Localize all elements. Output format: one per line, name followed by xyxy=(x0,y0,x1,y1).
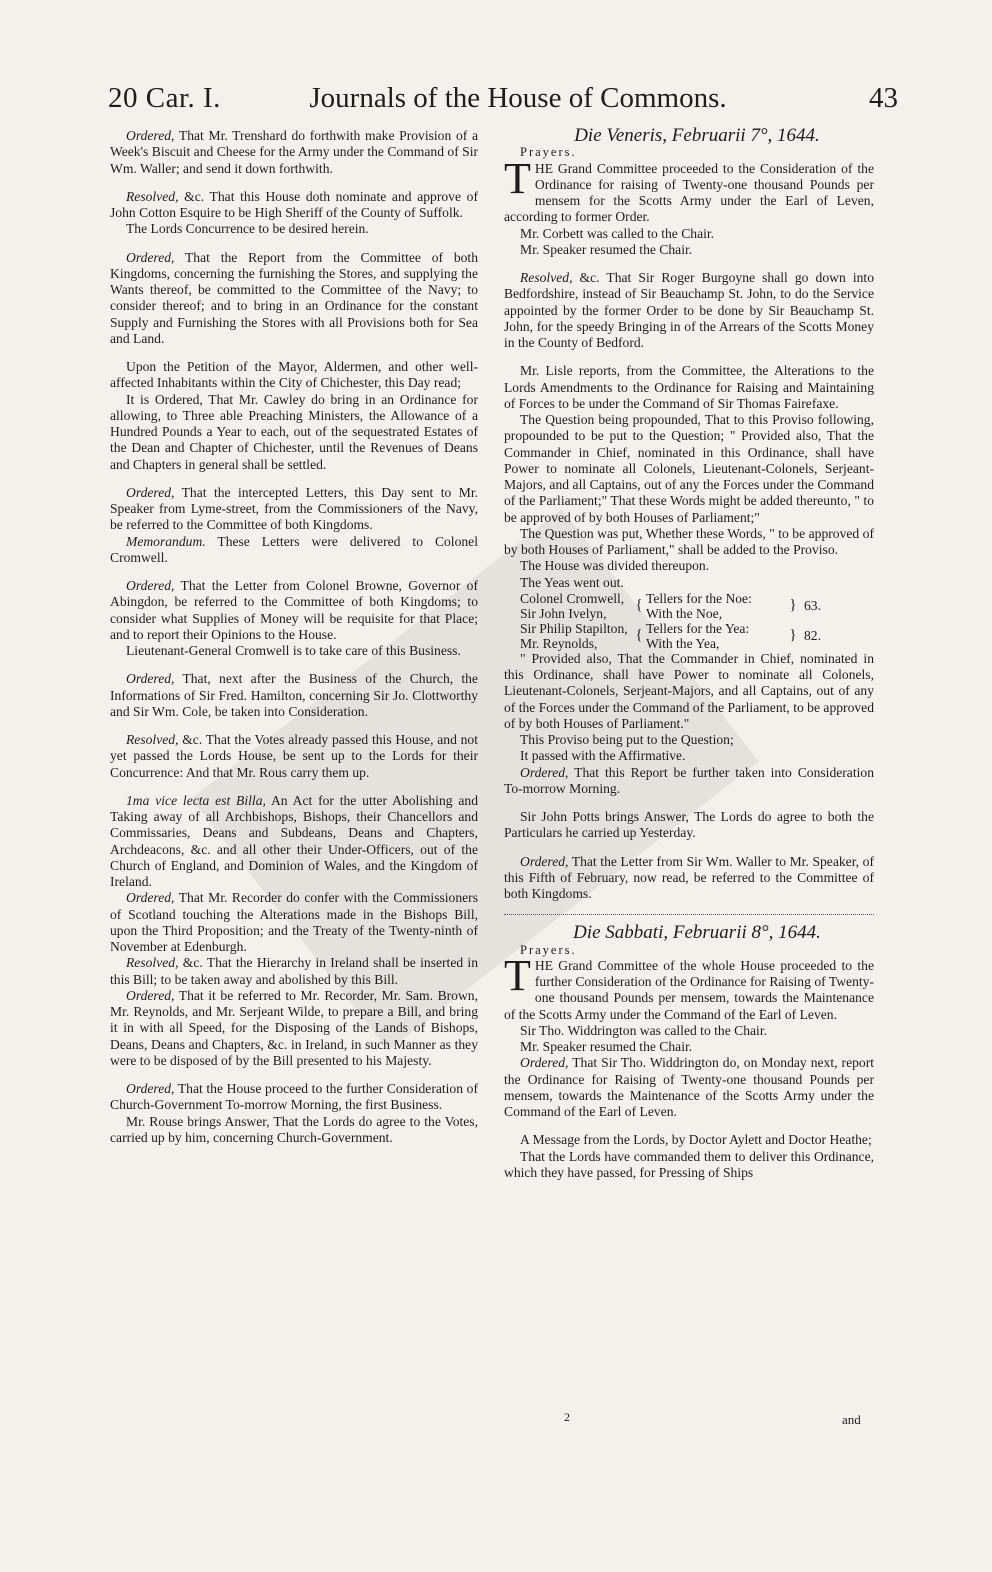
entry-text: The Question was put, Whether these Words, " to be approved of by both Houses of Parliament," shall be added to the Proviso. xyxy=(504,525,874,557)
journal-entry xyxy=(504,270,874,351)
entry-text: Upon the Petition of the Mayor, Aldermen, and other well-affected Inhabitants within the City of Chichester, this Day read; xyxy=(110,359,478,391)
saturday-entries xyxy=(504,950,874,1181)
entry-text: The Question being propounded, That to this Proviso following, propounded to be put to the Question; " Provided also, That the Commander in Chief, nominated in this Ordinance, shall have Power to nominate all Colonels, Lieutenant-Colonels, Serjeant-Majors, and all Captains, out of any the Forces under the Command of the Parliament;" That these Words might be added thereunto, " to be approved of by both Houses of Parliament;" xyxy=(504,412,874,525)
entry-text: The House was divided thereupon. xyxy=(520,558,710,574)
section-rule xyxy=(504,914,874,915)
entry-text: That Mr. Recorder do confer with the Commissioners of Scotland touching the Alterations made in the Bishops Bill, upon the Third Proposition; and the Treaty of the Twenty-ninth of November at Edenburgh. xyxy=(110,890,478,954)
journal-entry xyxy=(504,1132,874,1148)
entry-lead: Ordered, xyxy=(126,128,175,143)
entry-lead: Ordered, xyxy=(126,987,175,1003)
journal-entry xyxy=(110,250,478,348)
entry-text: THE Grand Committee of the whole House proceeded to the further Consideration of the Ordinance for Raising of Twenty-one thousand Pounds per mensem, towards the Maintenance of the Scotts Army under the Command of the Earl of Leven. xyxy=(504,950,874,1022)
division-tellers xyxy=(504,591,874,651)
journal-entry xyxy=(110,732,478,781)
journal-entry xyxy=(504,1055,874,1120)
entry-text: It passed with the Affirmative. xyxy=(520,748,686,764)
journal-entry xyxy=(110,671,478,720)
journal-entry xyxy=(504,526,874,559)
entry-text: The Lords Concurrence to be desired herein. xyxy=(126,221,369,237)
journal-entry xyxy=(504,226,874,242)
friday-entries xyxy=(504,153,874,591)
journal-entry xyxy=(110,793,478,891)
entry-text: That the Lords have commanded them to deliver this Ordinance, which they have passed, for Pressing of Ships xyxy=(504,1148,874,1180)
day-heading-friday: Die Veneris, Februarii 7°, 1644. xyxy=(574,125,820,146)
entry-lead: Ordered, xyxy=(126,890,175,906)
teller-row xyxy=(504,591,874,606)
entry-lead: Resolved, xyxy=(126,732,179,747)
entry-text: That the Report from the Committee of both Kingdoms, concerning the furnishing the Stores, and supplying the Wants thereof, be committed to the Committee of the Navy; to consider thereof; and to bring in an Ordinance for the constant Supply and Furnishing the Stores with all Provisions both for Sea and Land. xyxy=(110,249,478,346)
journal-entry xyxy=(110,1081,478,1114)
journal-entry xyxy=(110,988,478,1069)
entry-lead: Ordered, xyxy=(126,484,175,500)
journal-entry xyxy=(504,809,874,842)
journal-entry xyxy=(504,1149,874,1182)
entry-lead: Memorandum. xyxy=(126,533,206,549)
entry-text: It is Ordered, That Mr. Cawley do bring in an Ordinance for allowing, to Three able Preaching Ministers, the Allowance of a Hundred Pounds a Year to each, out of the sequestrated Estates of the Dean and Chapter of Chichester, until the Revenues of Deans and Chapters in general shall be settled. xyxy=(110,391,478,472)
entry-text: These Letters were delivered to Colonel Cromwell. xyxy=(110,533,478,565)
journal-entry xyxy=(504,242,874,258)
entry-text: The Yeas went out. xyxy=(520,574,624,590)
entry-lead: Resolved, xyxy=(126,188,179,204)
entry-lead: Resolved, xyxy=(126,955,179,971)
catchword: and xyxy=(842,1412,861,1427)
entry-text: That the Letter from Colonel Browne, Governor of Abingdon, be referred to the Committee of both Kingdoms; to consider what Supplies of Money will be requisite for that Place; and to report their Opinions to the House. xyxy=(110,578,478,642)
entry-text: That it be referred to Mr. Recorder, Mr. Sam. Brown, Mr. Reynolds, and Mr. Serjeant Wilde, to prepare a Bill, and bring it in with all Speed, for the Disposing of the Lands of Bishops, Deans, Deans and Chapters, &c. in Ireland, in such Manner as they were to be disposed of by the Bill presented to his Majesty. xyxy=(110,987,478,1068)
journal-entry xyxy=(504,575,874,591)
prayers-heading: Prayers. xyxy=(520,942,577,957)
entry-text: THE Grand Committee proceeded to the Consideration of the Ordinance for raising of Twenty-one thousand Pounds per mensem for the Scotts Army under the Earl of Leven, according to former Order. xyxy=(504,153,874,225)
journal-entry xyxy=(504,1023,874,1039)
journal-entry xyxy=(504,363,874,412)
journal-entry xyxy=(504,854,874,903)
entry-text: Mr. Speaker resumed the Chair. xyxy=(520,241,693,257)
teller-name: Sir Philip Stapilton, xyxy=(520,620,628,636)
entry-lead: Ordered, xyxy=(126,1081,175,1096)
running-title: Journals of the House of Commons. xyxy=(309,82,727,114)
entry-text: That the Letter from Sir Wm. Waller to Mr. Speaker, of this Fifth of February, now read, be referred to the Committee of both Kingdoms. xyxy=(504,853,874,901)
entry-text: Sir John Potts brings Answer, The Lords do agree to both the Particulars he carried up Yesterday. xyxy=(504,809,874,841)
entry-text: Mr. Lisle reports, from the Committee, the Alterations to the Lords Amendments to the Ordinance for Raising and Maintaining of Forces to be under the Command of Sir Thomas Fairefaxe. xyxy=(504,363,874,411)
vote-count: 82. xyxy=(804,628,821,644)
prayers-heading: Prayers. xyxy=(520,145,577,160)
journal-entry xyxy=(504,1039,874,1055)
signature-mark: 2 xyxy=(564,1410,570,1424)
journal-entry xyxy=(110,359,478,392)
journal-entry xyxy=(110,221,478,237)
entry-text: That the intercepted Letters, this Day sent to Mr. Speaker from Lyme-street, from the Commissioners of the Navy, be referred to the Committee of both Kingdoms. xyxy=(110,484,478,533)
entry-text: &c. That the Votes already passed this House, and not yet passed the Lords House, be sent up to the Lords for their Concurrence: And that Mr. Rous carry them up. xyxy=(110,732,478,780)
teller-row xyxy=(504,621,874,636)
teller-role: Tellers for the Yea: xyxy=(646,620,750,636)
entry-lead: Ordered, xyxy=(126,671,175,687)
teller-name: Sir John Ivelyn, xyxy=(520,605,607,621)
entry-text: Mr. Rouse brings Answer, That the Lords do agree to the Votes, carried up by him, concerning Church-Government. xyxy=(110,1113,478,1145)
journal-entry xyxy=(504,732,874,748)
entry-text: Mr. Speaker resumed the Chair. xyxy=(520,1039,693,1054)
entry-lead: Ordered, xyxy=(126,249,175,265)
teller-role: With the Yea, xyxy=(646,635,720,651)
journal-entry xyxy=(504,748,874,764)
page-number: 43 xyxy=(869,82,898,114)
journal-entry xyxy=(110,392,478,473)
journal-entry xyxy=(110,578,478,643)
journal-entry xyxy=(110,189,478,222)
entry-text: That Sir Tho. Widdrington do, on Monday next, report the Ordinance for Raising of Twenty-one thousand Pounds per mensem, towards the Maintenance of the Scotts Army under the Command of the Earl of Leven. xyxy=(504,1055,874,1119)
brace: } xyxy=(789,597,797,614)
teller-role: With the Noe, xyxy=(646,605,723,621)
page-header xyxy=(108,82,898,122)
journal-entry xyxy=(110,1114,478,1147)
right-column xyxy=(504,125,874,1181)
vote-count: 63. xyxy=(804,598,821,614)
journal-entry xyxy=(110,485,478,534)
brace: { xyxy=(635,627,643,644)
journal-entry xyxy=(110,890,478,955)
entry-text: &c. That Sir Roger Burgoyne shall go down into Bedfordshire, instead of Sir Beauchamp St. John, to do the Service appointed by the former Order to be done by Sir Beauchamp St. John, for the speedy Bringing in of the Arrears of the Scotts Money in the County of Bedford. xyxy=(504,270,874,350)
entry-text: This Proviso being put to the Question; xyxy=(520,732,734,747)
entry-text: An Act for the utter Abolishing and Taking away of all Archbishops, Bishops, their Chancellors and Commissaries, Deans and Subdeans, Deans and Chapters, Archdeacons, &c. and all other their Under-Officers, out of the Church of England, and Dominion of Wales, and the Kingdom of Ireland. xyxy=(110,792,478,889)
entry-text: That this Report be further taken into Consideration To-morrow Morning. xyxy=(504,764,874,796)
journal-entry xyxy=(504,558,874,574)
entry-text: &c. That this House doth nominate and approve of John Cotton Esquire to be High Sheriff of the County of Suffolk. xyxy=(110,188,478,220)
teller-name: Mr. Reynolds, xyxy=(520,635,598,651)
entry-text: Lieutenant-General Cromwell is to take care of this Business. xyxy=(126,643,461,658)
entry-text: &c. That the Hierarchy in Ireland shall be inserted in this Bill; to be taken away and abolished by this Bill. xyxy=(110,955,478,987)
entry-text: That, next after the Business of the Church, the Informations of Sir Fred. Hamilton, concerning Sir Jo. Clottworthy and Sir Wm. Cole, be taken into Consideration. xyxy=(110,671,478,719)
brace: } xyxy=(789,627,797,644)
journal-entry xyxy=(504,153,874,226)
journal-entry xyxy=(110,128,478,177)
day-heading-saturday: Die Sabbati, Februarii 8°, 1644. xyxy=(573,922,821,944)
teller-role: Tellers for the Noe: xyxy=(646,590,752,606)
entry-lead: Ordered, xyxy=(126,578,175,593)
entry-lead: Ordered, xyxy=(520,853,569,869)
entry-lead: 1ma vice lecta est Billa, xyxy=(126,792,266,808)
entry-text: That the House proceed to the further Consideration of Church-Government To-morrow Morning, the first Business. xyxy=(110,1081,478,1113)
teller-name: Colonel Cromwell, xyxy=(520,590,625,606)
entry-text: Mr. Corbett was called to the Chair. xyxy=(520,225,715,241)
entry-text: " Provided also, That the Commander in Chief, nominated in this Ordinance, shall have Power to nominate all Colonels, Lieutenant-Colonels, Serjeant-Majors, and all Captains, out of any of the Forces under the Command of the Parliament, to be approved of by both Houses of Parliament." xyxy=(504,650,874,731)
regnal-year: 20 Car. I. xyxy=(108,82,221,114)
journal-entry xyxy=(110,643,478,659)
journal-entry xyxy=(110,534,478,567)
entry-text: Sir Tho. Widdrington was called to the Chair. xyxy=(520,1022,768,1038)
entry-lead: Ordered, xyxy=(520,1055,569,1071)
entry-text: That Mr. Trenshard do forthwith make Provision of a Week's Biscuit and Cheese for the Army under the Command of Sir Wm. Waller; and send it down forthwith. xyxy=(110,128,478,176)
left-column xyxy=(110,128,478,1146)
journal-entry xyxy=(504,765,874,798)
journal-entry xyxy=(504,651,874,732)
entry-text: A Message from the Lords, by Doctor Aylett and Doctor Heathe; xyxy=(520,1132,872,1148)
friday-entries-continued xyxy=(504,651,874,903)
entry-lead: Ordered, xyxy=(520,764,569,780)
journal-entry xyxy=(110,955,478,988)
journal-entry xyxy=(504,950,874,1023)
brace: { xyxy=(635,597,643,614)
journal-entry xyxy=(504,412,874,526)
entry-lead: Resolved, xyxy=(520,270,573,285)
